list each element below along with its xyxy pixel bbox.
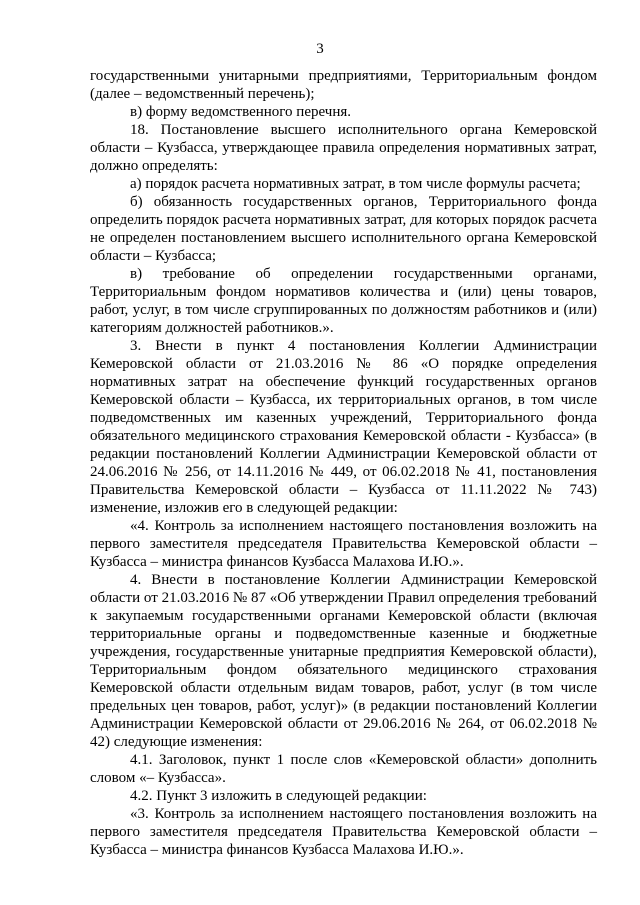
page-number: 3 <box>316 41 324 57</box>
paragraph-item-v: в) требование об определении государственными органами, Территориальным фондом нормативов количества и (или) цены товаров, работ, услуг, в том числе сгруппированных по должностям работников и (или) категориям должностей работников.». <box>90 266 597 336</box>
paragraph-continuation: государственными унитарными предприятиями, Территориальным фондом (далее – ведомственный перечень); <box>90 68 597 102</box>
paragraph-item-b: б) обязанность государственных органов, Территориального фонда определить порядок расчета нормативных затрат, для которых порядок расчета не определен постановлением высшего исполнительного органа Кемеровской области – Кузбасса; <box>90 194 597 264</box>
document-body <box>90 67 597 859</box>
paragraph-4-2-quote: «3. Контроль за исполнением настоящего постановления возложить на первого заместителя председателя Правительства Кемеровской области – Кузбасса – министра финансов Кузбасса Малахова И.Ю.». <box>90 806 597 858</box>
paragraph-item-v-form: в) форму ведомственного перечня. <box>130 104 351 120</box>
paragraph-3: 3. Внести в пункт 4 постановления Коллегии Администрации Кемеровской области от 21.03.2016 № 86 «О порядке определения нормативных затрат на обеспечение функций государственных органов Кемеровской области – Кузбасса, их территориальных органов, в том числе подведомственных им казенных учреждений, Территориального фонда обязательного медицинского страхования Кемеровской области - Кузбасса» (в редакции постановлений Коллегии Администрации Кемеровской области от 24.06.2016 № 256, от 14.11.2016 № 449, от 06.02.2018 № 41, постановления Правительства Кемеровской области – Кузбасса от 11.11.2022 № 743) изменение, изложив его в следующей редакции: <box>90 338 597 516</box>
paragraph-4-1: 4.1. Заголовок, пункт 1 после слов «Кемеровской области» дополнить словом «– Кузбасса». <box>90 752 597 786</box>
paragraph-3-quote: «4. Контроль за исполнением настоящего постановления возложить на первого заместителя председателя Правительства Кемеровской области – Кузбасса – министра финансов Кузбасса Малахова И.Ю.». <box>90 518 597 570</box>
paragraph-4-2: 4.2. Пункт 3 изложить в следующей редакции: <box>130 788 427 804</box>
paragraph-4: 4. Внести в постановление Коллегии Администрации Кемеровской области от 21.03.2016 № 87 «Об утверждении Правил определения требований к закупаемым государственными органами Кемеровской области (включая территориальные органы и подведомственные казенные и бюджетные учреждения, государственные унитарные предприятия Кемеровской области), Территориальным фондом обязательного медицинского страхования Кемеровской области отдельным видам товаров, работ, услуг (в том числе предельных цен товаров, работ, услуг)» (в редакции постановлений Коллегии Администрации Кемеровской области от 29.06.2016 № 264, от 06.02.2018 № 42) следующие изменения: <box>90 572 597 750</box>
paragraph-18: 18. Постановление высшего исполнительного органа Кемеровской области – Кузбасса, утверждающее правила определения нормативных затрат, должно определять: <box>90 122 597 174</box>
paragraph-item-a: а) порядок расчета нормативных затрат, в том числе формулы расчета; <box>130 176 581 192</box>
